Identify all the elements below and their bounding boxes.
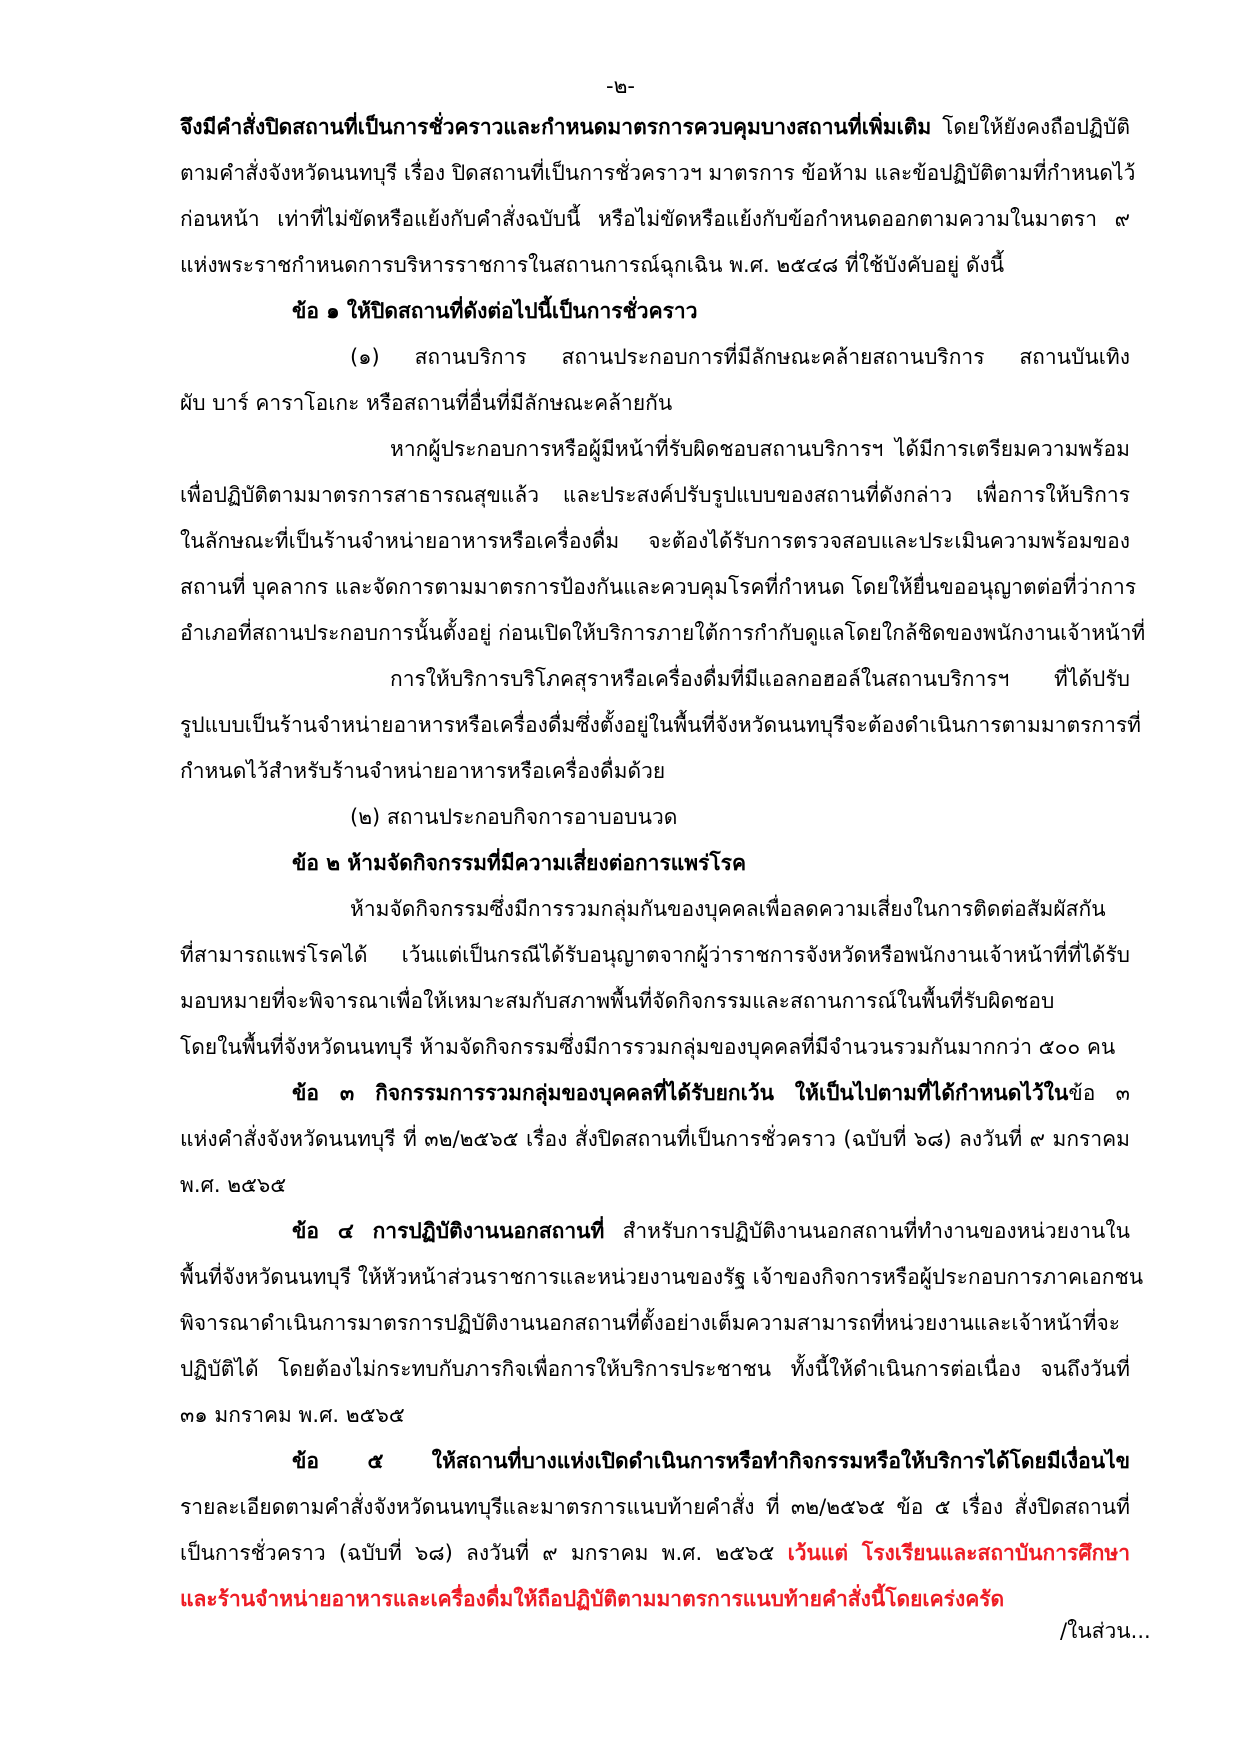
- text-line: [180, 158, 1136, 188]
- text-line: [180, 710, 1141, 740]
- text-line: [180, 1492, 1130, 1522]
- text-line: [180, 1124, 1130, 1154]
- section-heading: [292, 1078, 1130, 1108]
- text-segment: ๓๑ มกราคม พ.ศ. ๒๕๖๕: [180, 1403, 405, 1427]
- text-segment: ข้อ ๕ ให้สถานที่บางแห่งเปิดดำเนินการหรือทำกิจกรรมหรือให้บริการได้โดยมีเงื่อนไข: [292, 1449, 1130, 1473]
- section-heading: [292, 296, 698, 326]
- text-segment: ในลักษณะที่เป็นร้านจำหน่ายอาหารหรือเครื่องดื่ม จะต้องได้รับการตรวจสอบและประเมินความพร้อมของ: [180, 529, 1130, 553]
- page-number: -๒-: [606, 74, 635, 98]
- text-line: [180, 480, 1130, 510]
- text-line: [180, 1538, 1130, 1568]
- text-segment: ที่สามารถแพร่โรคได้ เว้นแต่เป็นกรณีได้รับอนุญาตจากผู้ว่าราชการจังหวัดหรือพนักงานเจ้าหน้าที่ที่ได้รับ: [180, 943, 1130, 967]
- text-segment: ข้อ ๔ การปฏิบัติงานนอกสถานที่: [292, 1219, 605, 1243]
- text-segment: ข้อ ๒ ห้ามจัดกิจกรรมที่มีความเสี่ยงต่อการแพร่โรค: [292, 851, 747, 875]
- text-segment: จึงมีคำสั่งปิดสถานที่เป็นการชั่วคราวและกำหนดมาตรการควบคุมบางสถานที่เพิ่มเติม: [180, 115, 932, 139]
- section-heading: [292, 1216, 1130, 1246]
- text-segment: หากผู้ประกอบการหรือผู้มีหน้าที่รับผิดชอบสถานบริการฯ ได้มีการเตรียมความพร้อม: [390, 437, 1130, 461]
- text-segment: (๒) สถานประกอบกิจการอาบอบนวด: [350, 805, 678, 829]
- text-line: [350, 342, 1130, 372]
- text-line: [180, 618, 1146, 648]
- text-line: [180, 112, 1130, 142]
- text-segment: เป็นการชั่วคราว (ฉบับที่ ๖๘) ลงวันที่ ๙ มกราคม พ.ศ. ๒๕๖๕: [180, 1541, 788, 1565]
- text-segment: แห่งพระราชกำหนดการบริหารราชการในสถานการณ์ฉุกเฉิน พ.ศ. ๒๕๔๘ ที่ใช้บังคับอยู่ ดังนี้: [180, 253, 1005, 277]
- text-line: [180, 1308, 1130, 1338]
- text-line: [180, 250, 1004, 280]
- text-segment: พื้นที่จังหวัดนนทบุรี ให้หัวหน้าส่วนราชการและหน่วยงานของรัฐ เจ้าของกิจการหรือผู้ประกอบการภาคเอกชน: [180, 1265, 1144, 1289]
- text-segment: รูปแบบเป็นร้านจำหน่ายอาหารหรือเครื่องดื่มซึ่งตั้งอยู่ในพื้นที่จังหวัดนนทบุรีจะต้องดำเนินการตามมาตรการที่: [180, 713, 1141, 737]
- text-segment: ข้อ ๓: [1068, 1081, 1130, 1105]
- text-line: [350, 802, 677, 832]
- text-segment: ห้ามจัดกิจกรรมซึ่งมีการรวมกลุ่มกันของบุคคลเพื่อลดความเสี่ยงในการติดต่อสัมผัสกัน: [350, 897, 1106, 921]
- text-segment: ข้อ ๓ กิจกรรมการรวมกลุ่มของบุคคลที่ได้รับยกเว้น ให้เป็นไปตามที่ได้กำหนดไว้ใน: [292, 1081, 1069, 1105]
- text-line: [390, 664, 1130, 694]
- text-segment: การให้บริการบริโภคสุราหรือเครื่องดื่มที่มีแอลกอฮอล์ในสถานบริการฯ ที่ได้ปรับ: [390, 667, 1130, 691]
- text-line: [180, 940, 1130, 970]
- text-segment: ปฏิบัติได้ โดยต้องไม่กระทบกับภารกิจเพื่อการให้บริการประชาชน ทั้งนี้ให้ดำเนินการต่อเนื่อง จนถึงวันที่: [180, 1357, 1130, 1381]
- text-segment: อำเภอที่สถานประกอบการนั้นตั้งอยู่ ก่อนเปิดให้บริการภายใต้การกำกับดูแลโดยใกล้ชิดของพนักงานเจ้าหน้าที่: [180, 621, 1146, 645]
- text-line: [180, 1584, 1004, 1614]
- text-line: [180, 1170, 286, 1200]
- continuation-note: /ในส่วน...: [1060, 1619, 1151, 1643]
- text-line: [180, 526, 1130, 556]
- text-line: [180, 986, 1130, 1016]
- section-heading: [292, 848, 746, 878]
- text-line: [390, 434, 1130, 464]
- text-segment: พ.ศ. ๒๕๖๕: [180, 1173, 287, 1197]
- text-line: [350, 894, 1130, 924]
- text-segment: โดยให้ยังคงถือปฏิบัติ: [931, 115, 1130, 139]
- text-line: [180, 1354, 1130, 1384]
- text-segment: ตามคำสั่งจังหวัดนนทบุรี เรื่อง ปิดสถานที่เป็นการชั่วคราวฯ มาตรการ ข้อห้าม และข้อปฏิบัติตามที่กำหนดไว้: [180, 161, 1136, 185]
- text-segment: โดยในพื้นที่จังหวัดนนทบุรี ห้ามจัดกิจกรรมซึ่งมีการรวมกลุ่มของบุคคลที่มีจำนวนรวมกันมากกว่า ๕๐๐ คน: [180, 1035, 1116, 1059]
- text-segment: ก่อนหน้า เท่าที่ไม่ขัดหรือแย้งกับคำสั่งฉบับนี้ หรือไม่ขัดหรือแย้งกับข้อกำหนดออกตามความในมาตรา ๙: [180, 207, 1130, 231]
- text-line: [180, 1400, 405, 1430]
- text-line: [180, 572, 1137, 602]
- text-segment: แห่งคำสั่งจังหวัดนนทบุรี ที่ ๓๒/๒๕๖๕ เรื่อง สั่งปิดสถานที่เป็นการชั่วคราว (ฉบับที่ ๖๘) ลงวันที่ ๙ มกราคม: [180, 1127, 1130, 1151]
- text-segment: มอบหมายที่จะพิจารณาเพื่อให้เหมาะสมกับสภาพพื้นที่จัดกิจกรรมและสถานการณ์ในพื้นที่รับผิดชอบ: [180, 989, 1055, 1013]
- text-line: [180, 1262, 1144, 1292]
- text-segment: พิจารณาดำเนินการมาตรการปฏิบัติงานนอกสถานที่ตั้งอย่างเต็มความสามารถที่หน่วยงานและเจ้าหน้าที่จะ: [180, 1311, 1121, 1335]
- text-segment: สถานที่ บุคลากร และจัดการตามมาตรการป้องกันและควบคุมโรคที่กำหนด โดยให้ยื่นขออนุญาตต่อที่ว่าการ: [180, 575, 1137, 599]
- text-line: [180, 204, 1130, 234]
- text-segment: กำหนดไว้สำหรับร้านจำหน่ายอาหารหรือเครื่องดื่มด้วย: [180, 759, 666, 783]
- text-segment: รายละเอียดตามคำสั่งจังหวัดนนทบุรีและมาตรการแนบท้ายคำสั่ง ที่ ๓๒/๒๕๖๕ ข้อ ๕ เรื่อง สั่งปิดสถานที่: [180, 1495, 1130, 1519]
- text-segment: เพื่อปฏิบัติตามมาตรการสาธารณสุขแล้ว และประสงค์ปรับรูปแบบของสถานที่ดังกล่าว เพื่อการให้บริการ: [180, 483, 1130, 507]
- text-line: [180, 388, 672, 418]
- text-segment: ผับ บาร์ คาราโอเกะ หรือสถานที่อื่นที่มีลักษณะคล้ายกัน: [180, 391, 673, 415]
- text-segment: และร้านจำหน่ายอาหารและเครื่องดื่มให้ถือปฏิบัติตามมาตรการแนบท้ายคำสั่งนี้โดยเคร่งครัด: [180, 1587, 1005, 1611]
- text-line: [180, 1032, 1116, 1062]
- text-segment: ข้อ ๑ ให้ปิดสถานที่ดังต่อไปนี้เป็นการชั่วคราว: [292, 299, 698, 323]
- section-heading: [292, 1446, 1130, 1476]
- text-line: [180, 756, 665, 786]
- text-segment: สำหรับการปฏิบัติงานนอกสถานที่ทำงานของหน่วยงานใน: [604, 1219, 1130, 1243]
- text-segment: เว้นแต่ โรงเรียนและสถาบันการศึกษา: [787, 1541, 1130, 1565]
- text-segment: (๑) สถานบริการ สถานประกอบการที่มีลักษณะคล้ายสถานบริการ สถานบันเทิง: [350, 345, 1130, 369]
